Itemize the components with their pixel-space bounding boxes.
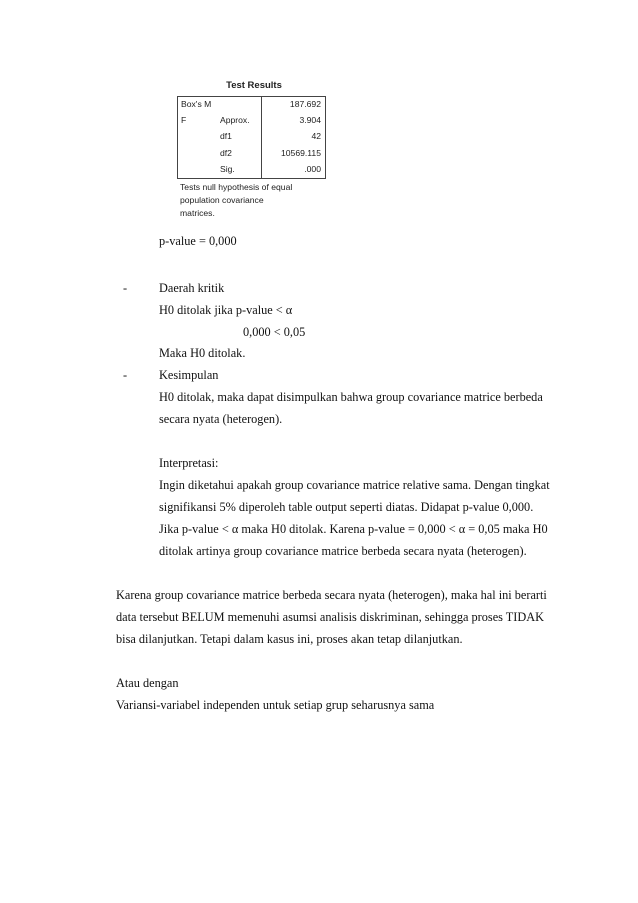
bullet-dash: - <box>123 368 128 382</box>
table-row-label: Box's M <box>181 99 212 109</box>
kesimpulan-line: secara nyata (heterogen). <box>159 412 283 426</box>
variansi-line: Variansi-variabel independen untuk setiap grup seharusnya sama <box>116 698 435 712</box>
interpretasi-line: Jika p-value < α maka H0 ditolak. Karena p-value = 0,000 < α = 0,05 maka H0 <box>159 522 548 536</box>
interpretasi-line: Ingin diketahui apakah group covariance matrice relative sama. Dengan tingkat <box>159 478 550 492</box>
daerah-result: Maka H0 ditolak. <box>159 346 246 360</box>
table-title: Test Results <box>226 80 282 91</box>
table-row-label: F <box>181 115 187 125</box>
paragraph-line: data tersebut BELUM memenuhi asumsi analisis diskriminan, sehingga proses TIDAK <box>116 610 545 624</box>
table-value: 3.904 <box>299 115 321 125</box>
table-row-sublabel: df1 <box>220 131 232 141</box>
table-row-sublabel: df2 <box>220 148 232 158</box>
table-row-sublabel: Sig. <box>220 164 235 174</box>
footnote-line: Tests null hypothesis of equal <box>180 182 293 192</box>
footnote-line: population covariance <box>180 195 264 205</box>
section-heading-kesimpulan: Kesimpulan <box>159 368 219 382</box>
table-row-sublabel: Approx. <box>220 115 250 125</box>
daerah-compare: 0,000 < 0,05 <box>243 325 306 339</box>
paragraph-line: bisa dilanjutkan. Tetapi dalam kasus ini, proses akan tetap dilanjutkan. <box>116 632 463 646</box>
table-footnote <box>180 181 330 220</box>
footnote-line: matrices. <box>180 208 215 218</box>
section-heading-interpretasi: Interpretasi: <box>159 456 219 470</box>
kesimpulan-line: H0 ditolak, maka dapat disimpulkan bahwa group covariance matrice berbeda <box>159 390 543 404</box>
bullet-dash: - <box>123 281 128 295</box>
p-value-line: p-value = 0,000 <box>159 234 237 248</box>
daerah-rule: H0 ditolak jika p-value < α <box>159 303 293 317</box>
table-value: .000 <box>304 164 321 174</box>
interpretasi-line: ditolak artinya group covariance matrice berbeda secara nyata (heterogen). <box>159 544 527 558</box>
table-value: 42 <box>311 131 321 141</box>
paragraph-line: Karena group covariance matrice berbeda secara nyata (heterogen), maka hal ini berarti <box>116 588 547 602</box>
interpretasi-line: signifikansi 5% diperoleh table output seperti diatas. Didapat p-value 0,000. <box>159 500 534 514</box>
table-value: 187.692 <box>289 99 321 109</box>
table-value: 10569.115 <box>281 148 321 158</box>
section-heading-daerah: Daerah kritik <box>159 281 225 295</box>
atau-dengan: Atau dengan <box>116 676 179 690</box>
